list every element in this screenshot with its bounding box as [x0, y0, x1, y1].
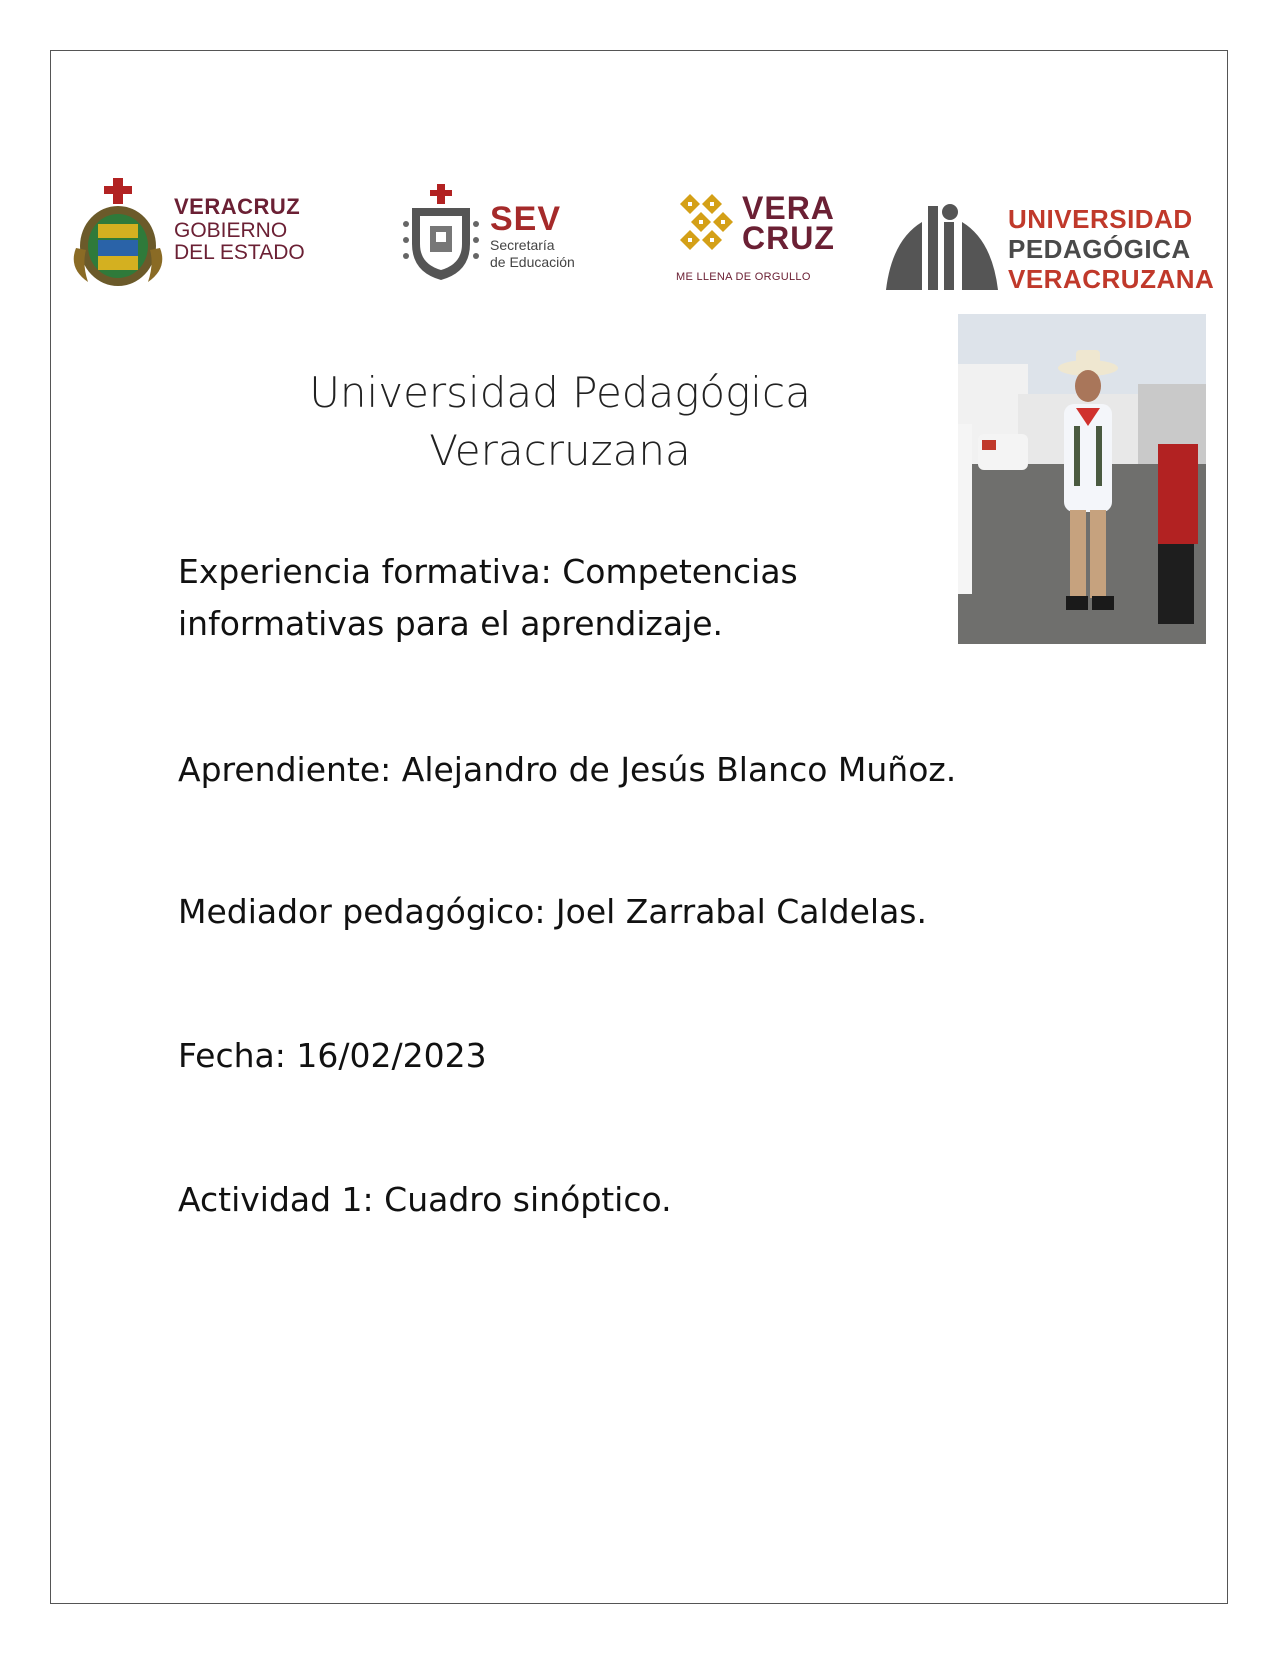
title-line-1: Universidad Pedagógica: [309, 368, 811, 417]
upv-emblem-icon: [882, 200, 1002, 300]
experiencia-formativa: [178, 546, 798, 650]
sev-shield-icon: [398, 184, 484, 284]
title-line-2: Veracruzana: [429, 426, 691, 475]
gold-pattern-icon: [676, 188, 736, 258]
actividad: Actividad 1: Cuadro sinóptico.: [178, 1180, 672, 1219]
sev-logo: SEV Secretaría de Educación: [398, 184, 608, 284]
mediador-pedagogico: Mediador pedagógico: Joel Zarrabal Caldelas.: [178, 892, 927, 931]
fecha: Fecha: 16/02/2023: [178, 1036, 487, 1075]
experiencia-line-1: Experiencia formativa: Competencias: [178, 552, 798, 591]
document-title: [250, 364, 870, 480]
experiencia-line-2: informativas para el aprendizaje.: [178, 604, 724, 643]
student-photo: [958, 314, 1206, 644]
aprendiente: Aprendiente: Alejandro de Jesús Blanco Muñoz.: [178, 750, 957, 789]
gobierno-veracruz-logo: VERACRUZ GOBIERNO DEL ESTADO: [68, 178, 328, 288]
veracruz-coat-of-arms-icon: [68, 178, 168, 288]
upv-logo: UNIVERSIDAD PEDAGÓGICA VERACRUZANA: [882, 200, 1222, 300]
student-photo-image: [958, 314, 1206, 644]
veracruz-brand-logo: VERA CRUZ ME LLENA DE ORGULLO: [676, 190, 835, 283]
